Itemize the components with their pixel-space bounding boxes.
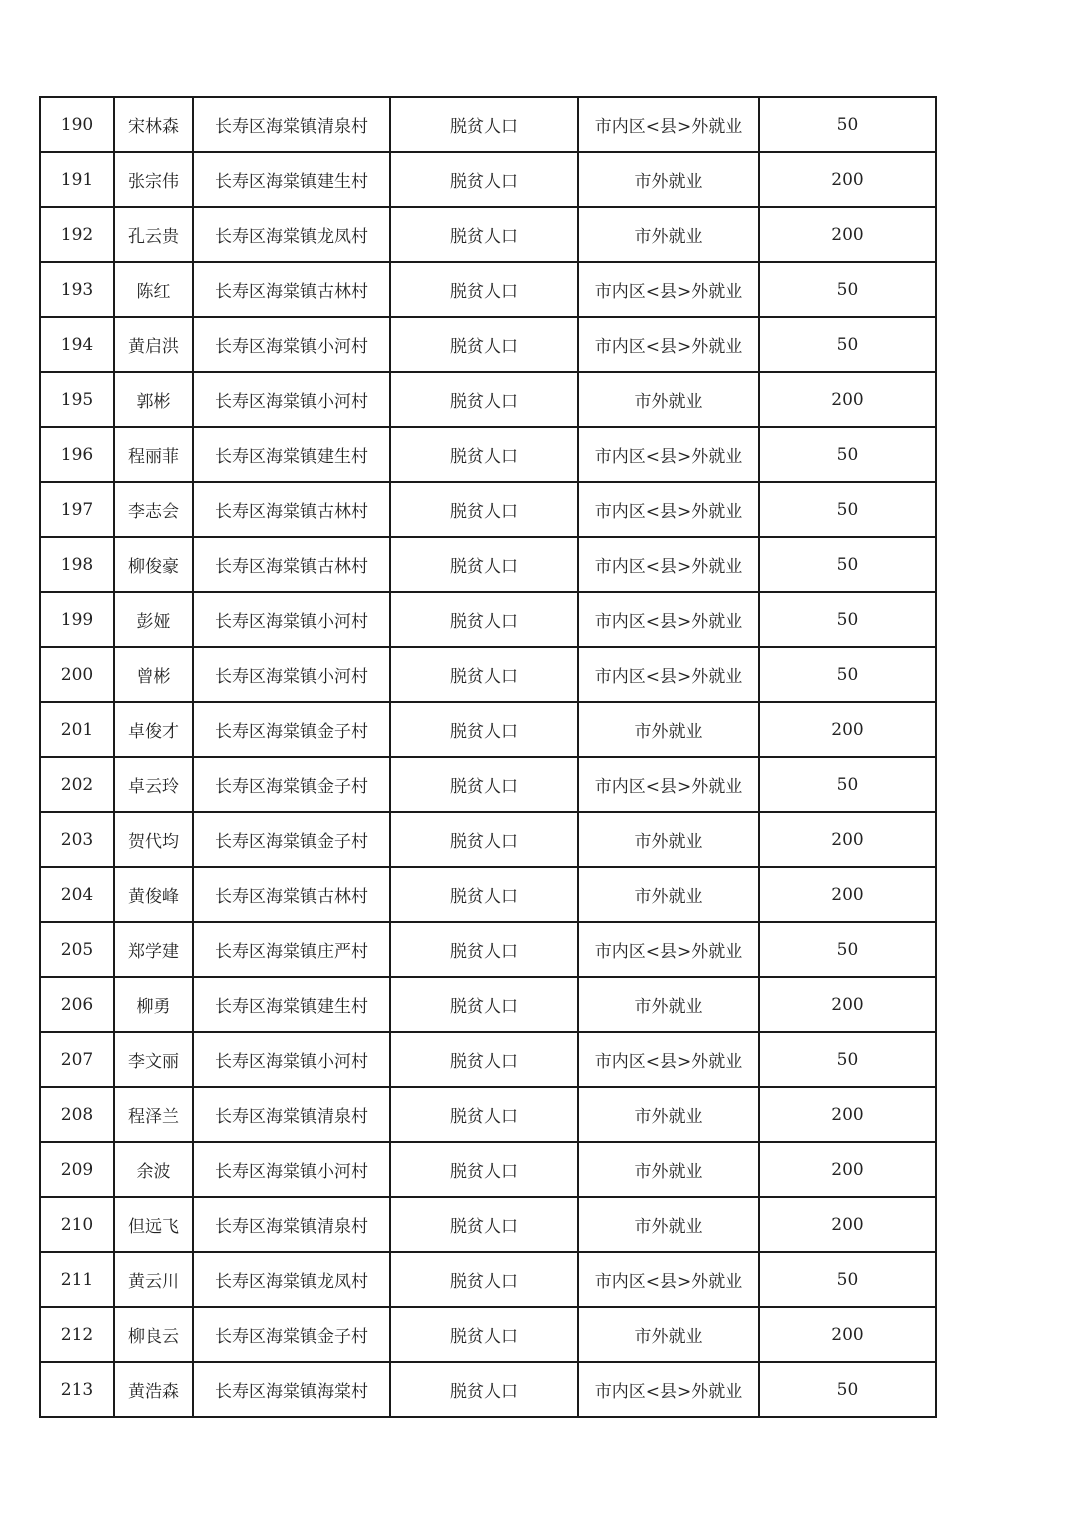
cell-employment: 市内区<县>外就业 [578, 537, 759, 592]
cell-name: 程泽兰 [114, 1087, 193, 1142]
cell-employment: 市外就业 [578, 1197, 759, 1252]
cell-name: 黄启洪 [114, 317, 193, 372]
cell-employment: 市内区<县>外就业 [578, 922, 759, 977]
cell-amount: 50 [759, 262, 936, 317]
cell-type: 脱贫人口 [390, 647, 578, 702]
cell-amount: 50 [759, 482, 936, 537]
cell-type: 脱贫人口 [390, 867, 578, 922]
cell-name: 陈红 [114, 262, 193, 317]
cell-type: 脱贫人口 [390, 207, 578, 262]
cell-amount: 200 [759, 1087, 936, 1142]
cell-no: 199 [40, 592, 114, 647]
cell-name: 黄云川 [114, 1252, 193, 1307]
table-body [40, 97, 936, 1417]
cell-type: 脱贫人口 [390, 1087, 578, 1142]
table-row [40, 702, 936, 757]
cell-address: 长寿区海棠镇古林村 [193, 482, 390, 537]
cell-employment: 市外就业 [578, 702, 759, 757]
cell-address: 长寿区海棠镇建生村 [193, 427, 390, 482]
cell-employment: 市内区<县>外就业 [578, 592, 759, 647]
cell-type: 脱贫人口 [390, 1142, 578, 1197]
table-row [40, 922, 936, 977]
cell-employment: 市内区<县>外就业 [578, 757, 759, 812]
cell-name: 柳俊豪 [114, 537, 193, 592]
table-row [40, 1197, 936, 1252]
cell-address: 长寿区海棠镇清泉村 [193, 97, 390, 152]
cell-employment: 市内区<县>外就业 [578, 262, 759, 317]
cell-address: 长寿区海棠镇古林村 [193, 537, 390, 592]
cell-employment: 市外就业 [578, 152, 759, 207]
cell-no: 212 [40, 1307, 114, 1362]
cell-amount: 200 [759, 1307, 936, 1362]
cell-name: 彭娅 [114, 592, 193, 647]
cell-no: 197 [40, 482, 114, 537]
cell-no: 194 [40, 317, 114, 372]
cell-amount: 200 [759, 1142, 936, 1197]
cell-no: 208 [40, 1087, 114, 1142]
table-row [40, 1362, 936, 1417]
table-row [40, 317, 936, 372]
cell-address: 长寿区海棠镇小河村 [193, 592, 390, 647]
cell-amount: 50 [759, 592, 936, 647]
cell-address: 长寿区海棠镇庄严村 [193, 922, 390, 977]
cell-name: 李文丽 [114, 1032, 193, 1087]
cell-amount: 200 [759, 977, 936, 1032]
cell-no: 190 [40, 97, 114, 152]
cell-address: 长寿区海棠镇小河村 [193, 372, 390, 427]
cell-employment: 市外就业 [578, 372, 759, 427]
cell-address: 长寿区海棠镇龙凤村 [193, 1252, 390, 1307]
cell-amount: 50 [759, 1362, 936, 1417]
cell-employment: 市内区<县>外就业 [578, 1252, 759, 1307]
cell-type: 脱贫人口 [390, 97, 578, 152]
cell-type: 脱贫人口 [390, 427, 578, 482]
cell-name: 卓俊才 [114, 702, 193, 757]
cell-amount: 200 [759, 372, 936, 427]
cell-address: 长寿区海棠镇古林村 [193, 262, 390, 317]
cell-address: 长寿区海棠镇建生村 [193, 977, 390, 1032]
cell-amount: 200 [759, 207, 936, 262]
cell-type: 脱贫人口 [390, 1032, 578, 1087]
cell-no: 209 [40, 1142, 114, 1197]
cell-employment: 市外就业 [578, 812, 759, 867]
cell-name: 曾彬 [114, 647, 193, 702]
cell-name: 程丽菲 [114, 427, 193, 482]
cell-type: 脱贫人口 [390, 1307, 578, 1362]
cell-no: 191 [40, 152, 114, 207]
cell-type: 脱贫人口 [390, 262, 578, 317]
table-row [40, 482, 936, 537]
cell-address: 长寿区海棠镇建生村 [193, 152, 390, 207]
cell-employment: 市外就业 [578, 1087, 759, 1142]
cell-amount: 200 [759, 812, 936, 867]
cell-amount: 200 [759, 867, 936, 922]
cell-no: 196 [40, 427, 114, 482]
cell-no: 211 [40, 1252, 114, 1307]
cell-type: 脱贫人口 [390, 482, 578, 537]
table-row [40, 1142, 936, 1197]
table-row [40, 152, 936, 207]
cell-amount: 50 [759, 97, 936, 152]
cell-address: 长寿区海棠镇小河村 [193, 1142, 390, 1197]
cell-address: 长寿区海棠镇龙凤村 [193, 207, 390, 262]
table-row [40, 1307, 936, 1362]
cell-address: 长寿区海棠镇金子村 [193, 757, 390, 812]
cell-amount: 50 [759, 647, 936, 702]
cell-employment: 市内区<县>外就业 [578, 1362, 759, 1417]
cell-employment: 市内区<县>外就业 [578, 482, 759, 537]
cell-no: 201 [40, 702, 114, 757]
cell-name: 李志会 [114, 482, 193, 537]
cell-name: 郭彬 [114, 372, 193, 427]
cell-amount: 50 [759, 1252, 936, 1307]
cell-amount: 50 [759, 537, 936, 592]
cell-no: 202 [40, 757, 114, 812]
cell-amount: 50 [759, 427, 936, 482]
data-table [39, 96, 937, 1418]
cell-address: 长寿区海棠镇海棠村 [193, 1362, 390, 1417]
table-row [40, 812, 936, 867]
cell-employment: 市外就业 [578, 867, 759, 922]
table-row [40, 262, 936, 317]
cell-employment: 市外就业 [578, 977, 759, 1032]
cell-address: 长寿区海棠镇小河村 [193, 317, 390, 372]
cell-type: 脱贫人口 [390, 592, 578, 647]
cell-name: 但远飞 [114, 1197, 193, 1252]
cell-name: 贺代均 [114, 812, 193, 867]
cell-type: 脱贫人口 [390, 922, 578, 977]
cell-no: 193 [40, 262, 114, 317]
table-row [40, 97, 936, 152]
cell-employment: 市内区<县>外就业 [578, 427, 759, 482]
table-row [40, 977, 936, 1032]
cell-amount: 50 [759, 1032, 936, 1087]
cell-amount: 50 [759, 317, 936, 372]
cell-no: 206 [40, 977, 114, 1032]
table-row [40, 372, 936, 427]
cell-employment: 市外就业 [578, 1307, 759, 1362]
cell-amount: 50 [759, 757, 936, 812]
cell-address: 长寿区海棠镇古林村 [193, 867, 390, 922]
table-row [40, 207, 936, 262]
table-row [40, 1252, 936, 1307]
cell-type: 脱贫人口 [390, 317, 578, 372]
cell-type: 脱贫人口 [390, 702, 578, 757]
cell-address: 长寿区海棠镇金子村 [193, 812, 390, 867]
table-row [40, 647, 936, 702]
cell-amount: 200 [759, 1197, 936, 1252]
cell-no: 198 [40, 537, 114, 592]
cell-no: 213 [40, 1362, 114, 1417]
cell-address: 长寿区海棠镇清泉村 [193, 1087, 390, 1142]
cell-amount: 200 [759, 702, 936, 757]
cell-employment: 市内区<县>外就业 [578, 317, 759, 372]
cell-no: 205 [40, 922, 114, 977]
cell-employment: 市外就业 [578, 1142, 759, 1197]
cell-address: 长寿区海棠镇清泉村 [193, 1197, 390, 1252]
cell-type: 脱贫人口 [390, 1252, 578, 1307]
cell-address: 长寿区海棠镇小河村 [193, 647, 390, 702]
cell-type: 脱贫人口 [390, 372, 578, 427]
cell-address: 长寿区海棠镇金子村 [193, 1307, 390, 1362]
cell-name: 柳勇 [114, 977, 193, 1032]
cell-employment: 市内区<县>外就业 [578, 647, 759, 702]
table-row [40, 427, 936, 482]
cell-type: 脱贫人口 [390, 1362, 578, 1417]
cell-name: 柳良云 [114, 1307, 193, 1362]
cell-type: 脱贫人口 [390, 152, 578, 207]
table-row [40, 1032, 936, 1087]
table-row [40, 537, 936, 592]
cell-type: 脱贫人口 [390, 812, 578, 867]
cell-type: 脱贫人口 [390, 1197, 578, 1252]
table-row [40, 592, 936, 647]
cell-no: 195 [40, 372, 114, 427]
cell-address: 长寿区海棠镇小河村 [193, 1032, 390, 1087]
cell-no: 200 [40, 647, 114, 702]
cell-employment: 市外就业 [578, 207, 759, 262]
cell-type: 脱贫人口 [390, 537, 578, 592]
cell-no: 192 [40, 207, 114, 262]
cell-type: 脱贫人口 [390, 977, 578, 1032]
table-row [40, 867, 936, 922]
cell-no: 210 [40, 1197, 114, 1252]
cell-address: 长寿区海棠镇金子村 [193, 702, 390, 757]
cell-no: 204 [40, 867, 114, 922]
cell-no: 203 [40, 812, 114, 867]
cell-name: 孔云贵 [114, 207, 193, 262]
cell-name: 宋林森 [114, 97, 193, 152]
cell-name: 黄俊峰 [114, 867, 193, 922]
table-row [40, 757, 936, 812]
table-row [40, 1087, 936, 1142]
cell-name: 黄浩森 [114, 1362, 193, 1417]
cell-name: 张宗伟 [114, 152, 193, 207]
cell-name: 余波 [114, 1142, 193, 1197]
cell-amount: 200 [759, 152, 936, 207]
cell-employment: 市内区<县>外就业 [578, 97, 759, 152]
cell-name: 郑学建 [114, 922, 193, 977]
cell-no: 207 [40, 1032, 114, 1087]
cell-type: 脱贫人口 [390, 757, 578, 812]
cell-name: 卓云玲 [114, 757, 193, 812]
cell-employment: 市内区<县>外就业 [578, 1032, 759, 1087]
cell-amount: 50 [759, 922, 936, 977]
